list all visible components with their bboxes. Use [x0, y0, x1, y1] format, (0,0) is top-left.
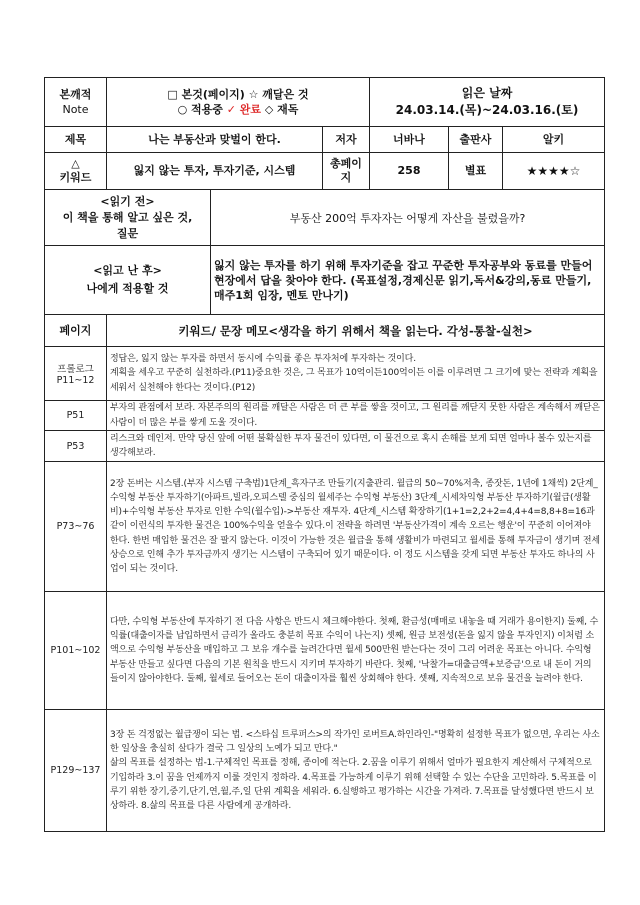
note-row	[45, 592, 605, 710]
author: 너바나	[370, 127, 449, 153]
note-row	[45, 710, 605, 832]
note-line: 리스크와 데인저. 만약 당신 앞에 어떤 불확실한 투자 물건이 있다면, 이 물건으로 혹시 손해를 보게 되면 얼마나 볼수 있는지를 생각해보라.	[110, 433, 592, 458]
note-row	[45, 462, 605, 592]
note-memo	[107, 401, 605, 431]
note-type-sub: Note	[62, 103, 89, 116]
focus-line: □ 본것(페이지) ☆ 깨달은 것	[167, 88, 309, 101]
note-line: 2장 돈버는 시스템.(부자 시스템 구축법)1단계_흑자구조 만들기(지출관리. 월급의 50~70%저축, 종잣돈, 1년에 1채씩) 2단계_수익형 부동산 투자하기(아파트,빌라,오피스텔 중심의 월세주는 수익형 부동산) 3단계_시세차익형 부동산 투자하기(월급(생활비)+수익형 부동산 투자로 인한 수익(월수입)->부동산 재투자. 4단계_시스템 확장하기(1+1=2,2+2=4,4+4=8,8+8=16과 같이 이런식의 투자한 물건은 100%수익을 얻을수 있다.이 전략을 하려면 '부동산가격이 계속 오르는 행운'이 꾸준히 이어져야 한다. 한번 매입한 물건은 잘 팔지 않는다. 이것이 가능한 것은 월급을 통해 생활비가 마련되고 월세를 통해 투자금이 생기며 전세 상승으로 인해 추가 투자금까지 생기는 시스템이 구축되어 있기 때문이다. 이 정도 시스템을 갖게 되면 부동산 투자도 하나의 사업이 되는 것이다.	[110, 478, 600, 574]
after-reading-label	[45, 246, 211, 315]
note-page: P129~137	[45, 710, 107, 832]
before-label-2: 이 책을 통해 알고 싶은 것,	[62, 210, 193, 224]
page-col-header: 페이지	[45, 315, 107, 347]
triangle-icon: △	[71, 157, 80, 170]
reading-note-sheet	[44, 77, 605, 832]
note-memo	[107, 592, 605, 710]
note-line: 부자의 관점에서 보라. 자본주의의 원리를 깨달은 사람은 더 큰 부를 쌓을 것이고, 그 원리를 깨닫지 못한 사람은 계속해서 깨닫은 사람이 더 많은 부를 쌓게 도울 것이다.	[110, 403, 600, 428]
note-line: 삶의 목표를 설정하는 법-1.구체적인 목표를 정해, 종이에 적는다. 2.꿈을 이루기 위해서 얼마가 필요한지 계산해서 구체적으로 기입하라 3.이 꿈을 언제까지 이룰 것인지 정하라. 4.목표를 가능하게 이루기 위해 선택할 수 있는 수단을 고민하라. 5.목표를 이루기 위한 장기,중기,단기,연,월,주,일 단위 계획을 세워라. 6.실행하고 평가하는 시간을 가져라. 7.목표를 달성했다면 반드시 보상하라. 8.삶의 목표를 다른 사람에게 공개하라.	[110, 758, 597, 811]
status-done: ✓ 완료	[226, 103, 262, 116]
note-memo	[107, 347, 605, 401]
book-title: 나는 부동산과 맞벌이 한다.	[107, 127, 323, 153]
after-apply-text: 잃지 않는 투자를 하기 위해 투자기준을 잡고 꾸준한 투자공부와 동료를 만들어 현장에서 답을 찾아야 한다. (목표설정,경제신문 읽기,독서&강의,동료 만들기,매주1회 임장, 멘토 만나기)	[211, 246, 605, 315]
after-label-1: <읽고 난 후>	[93, 264, 162, 277]
note-row	[45, 347, 605, 401]
note-page	[45, 347, 107, 401]
after-label-2: 나에게 적용할 것	[86, 282, 169, 295]
note-line: 정답은, 잃지 않는 투자를 하면서 동시에 수익률 좋은 투자처에 투자하는 것이다.	[110, 354, 416, 365]
note-row	[45, 431, 605, 462]
read-date-label: 읽은 날짜	[461, 86, 513, 100]
status-reread: ◇ 재독	[264, 103, 299, 116]
pages-label: 총페이지	[323, 153, 370, 190]
read-date-cell	[370, 78, 605, 127]
note-line: 계획을 세우고 꾸준히 실천하라.(P11)중요한 것은, 그 목표가 10억이든100억이든 이를 이루려면 그 크기에 맞는 전략과 계획을 세워서 실천해야 한다는 것이다.(P12)	[110, 368, 598, 393]
before-label-1: <읽기 전>	[100, 194, 155, 208]
status-cell	[107, 78, 370, 127]
total-pages: 258	[370, 153, 449, 190]
note-type-cell	[45, 78, 107, 127]
note-memo	[107, 462, 605, 592]
status-in-progress: ○ 적용중	[177, 103, 223, 116]
note-page: P73~76	[45, 462, 107, 592]
keyword-label-cell	[45, 153, 107, 190]
note-page: P53	[45, 431, 107, 462]
publisher: 알키	[503, 127, 605, 153]
author-label: 저자	[323, 127, 370, 153]
keywords: 잃지 않는 투자, 투자기준, 시스템	[107, 153, 323, 190]
apply-status	[110, 102, 366, 117]
note-type-label: 본깨적	[59, 88, 92, 101]
keyword-label: 키워드	[59, 171, 92, 184]
before-reading-label	[45, 190, 211, 246]
note-page: P101~102	[45, 592, 107, 710]
note-page: P51	[45, 401, 107, 431]
rating-label: 별표	[449, 153, 503, 190]
note-line: 다만, 수익형 부동산에 투자하기 전 다음 사항은 반드시 체크해야한다. 첫째, 환금성(매매로 내놓을 때 거래가 용이한지) 둘째, 수익률(대출이자를 납입하면서 금리가 올라도 충분히 목표 수익이 나는지) 셋째, 원금 보전성(돈을 잃지 않을 투자인지) 이처럼 소액으로 수익형 부동산을 매입하고 그 보유 개수를 늘려간다면 월세 500만원 받는다는 것이 그리 어려운 목표는 아니다. 수익형 부동산 만들고 싶다면 다음의 기본 원칙을 반드시 지키며 투자하기 바란다. 첫째, '낙찰가=대출금액+보증금'으로 내 돈이 거의 들이지 않아야한다. 둘째, 월세로 들어오는 돈이 대출이자를 훨씬 상회해야 한다. 셋째, 지속적으로 보유 물건을 늘려야 한다.	[110, 616, 599, 684]
memo-col-header: 키워드/ 문장 메모<생각을 하기 위해서 책을 읽는다. 각성-통찰-실천>	[107, 315, 605, 347]
before-label-3: 질문	[116, 226, 139, 240]
note-memo	[107, 710, 605, 832]
read-date: 24.03.14.(목)~24.03.16.(토)	[395, 103, 579, 117]
publisher-label: 출판사	[449, 127, 503, 153]
before-question: 부동산 200억 투자자는 어떻게 자산을 불렸을까?	[211, 190, 605, 246]
note-memo	[107, 431, 605, 462]
note-page-label: 프롤로그 P11~12	[56, 364, 95, 386]
note-line: 3장 돈 걱정없는 월급쟁이 되는 법. <스타십 트루퍼스>의 작가인 로버트A.하인라인-"명확히 설정한 목표가 없으면, 우리는 사소한 일상을 충실히 살다가 결국 그 일상의 노예가 되고 만다."	[110, 729, 600, 755]
note-row	[45, 401, 605, 431]
title-label: 제목	[45, 127, 107, 153]
star-rating: ★★★★☆	[503, 153, 605, 190]
